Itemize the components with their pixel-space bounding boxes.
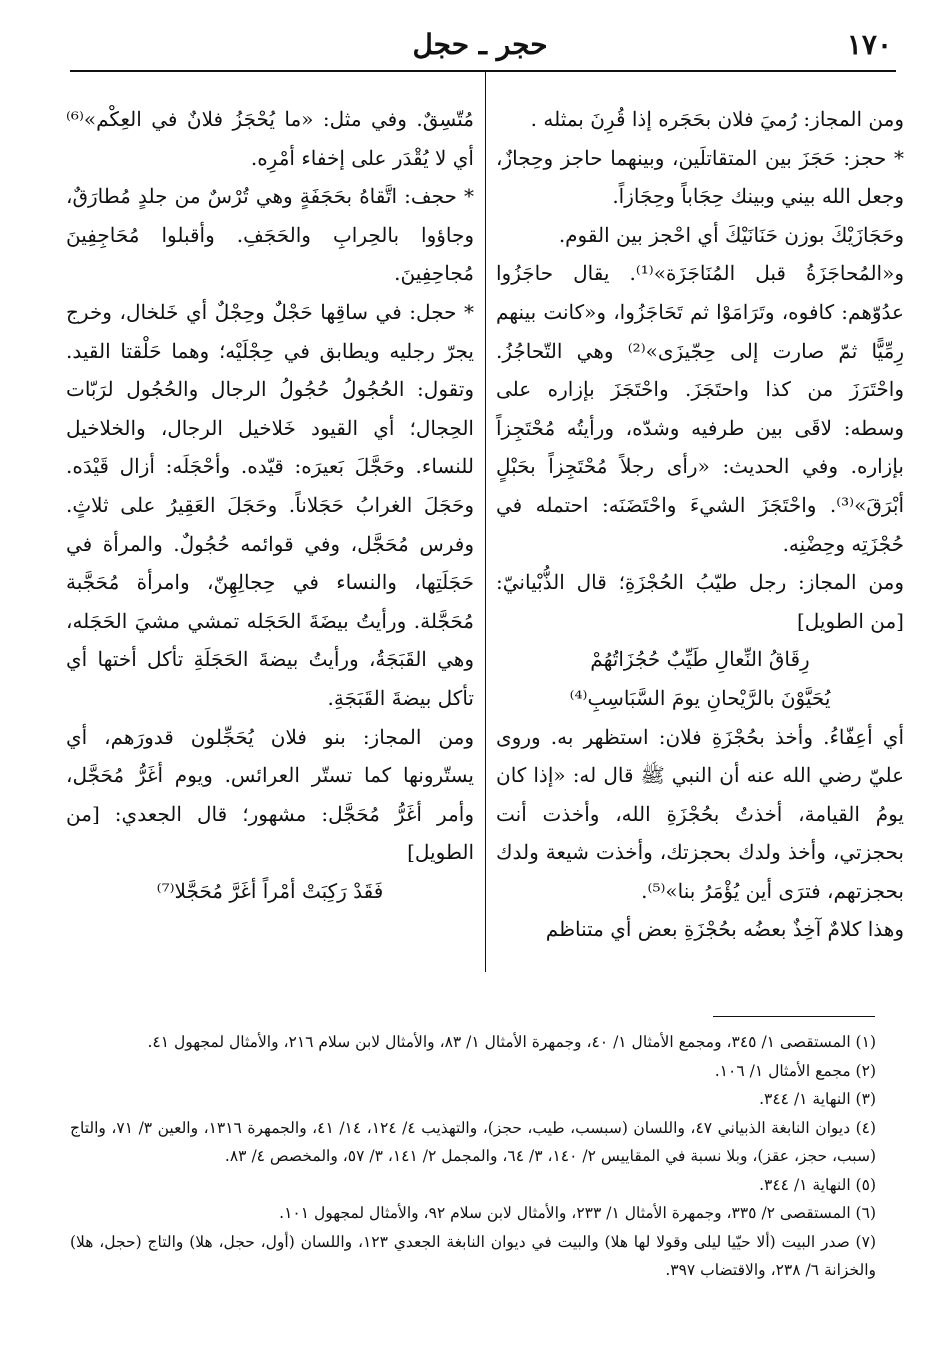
paragraph: ومن المجاز: رجل طيّبُ الحُجْزَةِ؛ قال الذُّبْيانيّ: [من الطويل] bbox=[496, 570, 904, 633]
paragraph: ومن المجاز: رُميَ فلان بحَجَره إذا قُرِنَ بمثله . bbox=[530, 107, 904, 131]
paragraph: * حجز: حَجَزَ بين المتقاتلَين، وبينهما حاجز وحِجازٌ، وجعل الله بيني وبينك حِجَاباً وحِجَازاً. bbox=[496, 145, 904, 209]
verse-line: فَقَدْ رَكِبَتْ أمْراً أغَرَّ مُحَجَّلا⁽⁷⁾ bbox=[156, 878, 384, 903]
paragraph: وهذا كلامٌ آخِذٌ بعضُه بحُجْزَةِ بعض أي متناظم bbox=[545, 917, 904, 942]
paragraph: مُتّسِقٌ. وفي مثل: «ما يُحْجَزُ فلانٌ في العِكْم»⁽⁶⁾ أي لا يُقْدَر على إخفاء أمْرِه. bbox=[66, 107, 474, 170]
footnote-rule bbox=[713, 1016, 875, 1017]
verse-line: رِقَاقُ النِّعالِ طَيِّبٌ حُجُزَاتُهُمْ bbox=[590, 647, 810, 672]
footnote: (٧) صدر البيت (ألا حيّيا ليلى وقولا لها هلا) والبيت في ديوان النابغة الجعدي ١٢٣، واللسان (أول، حجل، هلا) والتاج (حجل، هلا) والخزانة ٦/ ٢٣٨، والاقتضاب ٣٩٧. bbox=[70, 1232, 876, 1279]
paragraph: * حجل: في ساقِها حَجْلٌ وحِجْلٌ أي خَلخال، وخرج يجرّ رجليه ويطابق في حِجْلَيْه؛ وهما حَلْقتا القيد. وتقول: الحُجُولُ حُجُولُ الرجال والحُجُول لرَبّات الحِجال؛ أي القيود خَلاخيل الرجال، والخلاخيل للنساء. وحَجَّلَ بَعيرَه: قيّده. وأحْجَلَه: أزال قَيْدَه. وحَجَلَ الغرابُ حَجَلاناً. وحَجَلَ العَقِيرُ على ثلاثٍ. وفرس مُحَجَّل، وفي قوائمه حُجُولٌ. والمرأة في حَجَلَتِها، والنساء في حِجالِهِنّ، وامرأة مُحَجَّبة مُحَجَّلة. ورأيتُ بيضَةَ الحَجَله تمشي مشيَ الحَجَله، وهي القَبَجَةُ، ورأيتُ بيضةَ الحَجَلَةِ تأكل أختها أي تأكل بيضةَ القَبَجَةِ. bbox=[66, 299, 474, 710]
footnote: (٦) المستقصى ٢/ ٣٣٥، وجمهرة الأمثال ١/ ٢٣٣، والأمثال لابن سلام ٩٢، والأمثال لمجهول ١٠١. bbox=[279, 1204, 876, 1222]
paragraph: ومن المجاز: بنو فلان يُحَجِّلون قدورَهم، أي يستّرونها كما تستّر العرائس. ويوم أغَرُّ مُحَجَّل، وأمر أغَرُّ مُحَجَّل: مشهور؛ قال الجعدي: [من الطويل] bbox=[66, 724, 474, 865]
page-number: ١٧٠ bbox=[846, 28, 892, 61]
footnotes bbox=[70, 1028, 876, 1285]
footnote: (٥) النهاية ١/ ٣٤٤. bbox=[759, 1175, 876, 1194]
column-divider bbox=[485, 70, 486, 972]
page-header bbox=[60, 22, 900, 70]
paragraph: و«المُحاجَزَةُ قبل المُنَاجَزَة»⁽¹⁾. يقال حاجَزُوا عدُوّهم: كافوه، وتَرَامَوْا ثم تَحَاجَزُوا، و«كانت بينهم رِمِّيًّا ثمّ صارت إلى حِجّيزَى»⁽²⁾ وهي التّحاجُزُ. واحْتَرَزَ من كذا واحتَجَزَ. واحْتَجَزَ بإزاره على وسطه: لاقَى بين طرفيه وشدّه، ورأيتُه مُحْتَجِزاً بإزاره. وفي الحديث: «رأى رجلاً مُحْتَجِزاً بحَبْلٍ أبْرَقَ»⁽³⁾. واحْتَجَزَ الشيءَ واحْتَضَنَه: احتمله في حُجْزَتِه وحِضْنِه. bbox=[496, 261, 904, 556]
running-title: حجر ـ حجل bbox=[412, 28, 548, 61]
footnote: (٣) النهاية ١/ ٣٤٤. bbox=[759, 1090, 876, 1108]
paragraph: وحَجَازَيْكَ بوزن حَنَانَيْكَ أي احْجز بين القوم. bbox=[558, 222, 904, 247]
left-column bbox=[66, 100, 474, 910]
paragraph: * حجف: اتَّقاهُ بحَجَفَةٍ وهي تُرْسٌ من جلدٍ مُطارَقٌ، وجاؤوا بالحِرابِ والحَجَفِ. وأقبلوا مُحَاجِفِينَ مُجاحِفِينَ. bbox=[66, 184, 474, 286]
footnote: (١) المستقصى ١/ ٣٤٥، ومجمع الأمثال ١/ ٤٠، وجمهرة الأمثال ١/ ٨٣، والأمثال لابن سلام ٢١٦، والأمثال لمجهول ٤١. bbox=[147, 1033, 876, 1051]
footnote: (٤) ديوان النابغة الذبياني ٤٧، واللسان (سبسب، طيب، حجز)، والتهذيب ٤/ ١٢٤، ١٤/ ٤١، والجمهرة ١٣١٦، والعين ٣/ ٧١، والتاج (سبب، حجز، عقز)، وبلا نسبة في المقاييس ٢/ ١٤٠، ٣/ ٦٤، والمجمل ٢/ ١٤١، ٣/ ٥٧، والمخصص ٤/ ٨٣. bbox=[70, 1118, 877, 1165]
footnote: (٢) مجمع الأمثال ١/ ١٠٦. bbox=[714, 1061, 876, 1080]
paragraph: أي أعِفّاءُ. وأخذ بحُجْزَةِ فلان: استظهر به. وروى عليّ رضي الله عنه أن النبي ﷺ قال له: «إذا كان يومُ القيامة، أخذتُ بحُجْزَةِ الله، وأخذت أنت بحجزتي، وأخذ ولدك بحجزتك، وأخذت شيعة ولدك بحجزتهم، فترَى أين يُؤْمَرُ بنا»⁽⁵⁾. bbox=[496, 724, 904, 903]
header-rule bbox=[70, 70, 896, 72]
verse-line: يُحَيَّوْنَ بالرَّيْحانِ يومَ السَّبَاسِبِ⁽⁴⁾ bbox=[569, 685, 831, 710]
right-column bbox=[496, 100, 904, 949]
